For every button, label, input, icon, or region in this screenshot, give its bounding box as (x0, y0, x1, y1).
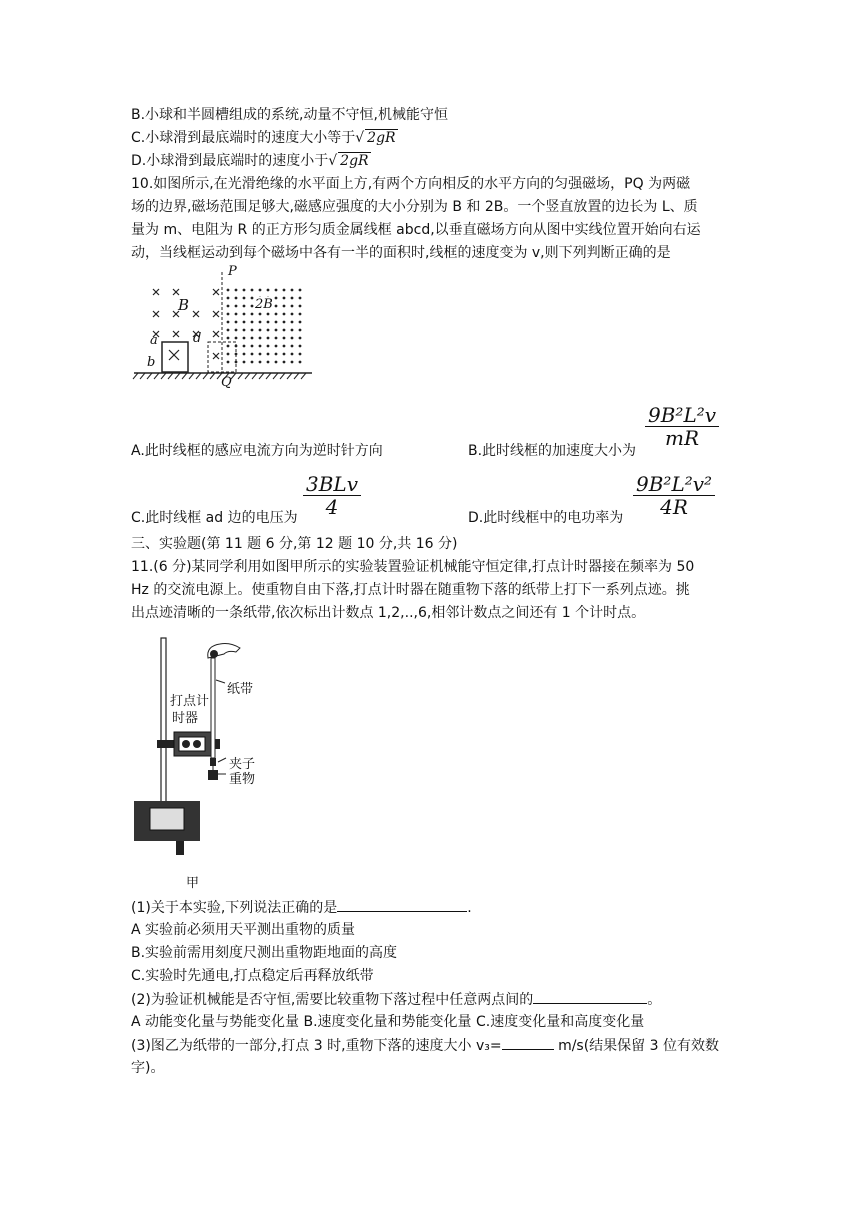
q10-option-d-fraction (633, 473, 715, 518)
q10-option-b-numerator: 9B²L²v (645, 404, 719, 427)
field-dot-mark (227, 353, 230, 356)
field-dot-mark (259, 337, 262, 340)
ground-hatch-mark (294, 373, 299, 379)
q10-option-d: D.此时线框中的电功率为 (468, 510, 624, 526)
field-dot-mark (259, 345, 262, 348)
q9-option-d: D.小球滑到最底端时的速度小于√ 2gR (131, 153, 369, 169)
field-dot-mark (243, 353, 246, 356)
field-dot-mark (251, 289, 254, 292)
q10-option-c-numerator: 3BLv (303, 473, 361, 496)
ground-hatch-mark (259, 373, 264, 379)
q11-part1-text: (1)关于本实验,下列说法正确的是 (131, 900, 338, 916)
field-dot-mark (251, 305, 254, 308)
q11-figure-caption: 甲 (186, 876, 200, 891)
ground-hatch-mark (189, 373, 194, 379)
q10-stem-line2: 场的边界,磁场范围足够大,磁感应强度的大小分别为 B 和 2B。一个竖直放置的边长为 L、质 (131, 199, 698, 215)
field-dot-mark (299, 305, 302, 308)
q11-part2-end: 。 (647, 992, 662, 1008)
field-dot-mark (243, 313, 246, 316)
field-dot-mark (267, 321, 270, 324)
field-dot-mark (275, 305, 278, 308)
field-dot-mark (227, 361, 230, 364)
field-dot-mark (283, 345, 286, 348)
q10-label-b: B (178, 296, 190, 314)
field-dot-mark (227, 337, 230, 340)
q11-part3 (131, 1035, 719, 1057)
field-dot-mark (291, 345, 294, 348)
field-dot-mark (251, 321, 254, 324)
field-dot-mark (267, 313, 270, 316)
field-dot-mark (243, 361, 246, 364)
field-dot-mark (299, 329, 302, 332)
field-dot-mark (283, 313, 286, 316)
q11-label-clip: 夹子 (229, 757, 256, 772)
ground-hatch-mark (287, 373, 292, 379)
ground-hatch-mark (182, 373, 187, 379)
ground-hatch-mark (273, 373, 278, 379)
field-dot-mark (275, 353, 278, 356)
field-dot-mark (235, 337, 238, 340)
q11-part3-continued: 字)。 (131, 1060, 165, 1076)
q9-option-b: B.小球和半圆槽组成的系统,动量不守恒,机械能守恒 (131, 107, 448, 123)
q10-label-d: d (193, 331, 202, 346)
ground-hatch-mark (175, 373, 180, 379)
field-dot-mark (299, 289, 302, 292)
q9-option-c-radicand: 2gR (367, 130, 396, 146)
field-dot-mark (227, 313, 230, 316)
field-dot-mark (283, 305, 286, 308)
q11-part3-text: (3)图乙为纸带的一部分,打点 3 时,重物下落的速度大小 v₃= (131, 1038, 502, 1054)
field-dot-mark (291, 353, 294, 356)
field-dot-mark (299, 313, 302, 316)
ground-hatch-mark (245, 373, 250, 379)
field-dot-mark (235, 329, 238, 332)
field-dot-mark (267, 289, 270, 292)
q10-option-c-fraction (303, 473, 361, 518)
ground-hatch-mark (301, 373, 306, 379)
ground-hatch-mark (161, 373, 166, 379)
q11-part2-blank (533, 989, 647, 1004)
ground-hatch-mark (266, 373, 271, 379)
q11-label-tape: 纸带 (227, 682, 254, 697)
q10-option-d-denominator: 4R (660, 495, 688, 519)
q10-label-q: Q (221, 375, 232, 390)
field-dot-mark (227, 329, 230, 332)
ground-hatch-mark (210, 373, 215, 379)
field-dot-mark (283, 297, 286, 300)
field-dot-mark (267, 329, 270, 332)
ground-hatch-mark (140, 373, 145, 379)
q11-part1-option-c: C.实验时先通电,打点稳定后再释放纸带 (131, 968, 374, 984)
q10-option-b: B.此时线框的加速度大小为 (468, 443, 637, 459)
field-dot-mark (299, 297, 302, 300)
field-dot-mark (275, 313, 278, 316)
field-dot-mark (299, 337, 302, 340)
field-dot-mark (243, 337, 246, 340)
field-dot-mark (275, 337, 278, 340)
ground-hatch-mark (252, 373, 257, 379)
ground-hatch-mark (154, 373, 159, 379)
field-dot-mark (299, 353, 302, 356)
q10-option-a: A.此时线框的感应电流方向为逆时针方向 (131, 443, 383, 459)
q11-part3-text-end: m/s(结果保留 3 位有效数 (553, 1038, 719, 1054)
field-dot-mark (259, 321, 262, 324)
field-dot-mark (275, 345, 278, 348)
field-dot-mark (291, 313, 294, 316)
field-dot-mark (267, 345, 270, 348)
section-3-title: 三、实验题(第 11 题 6 分,第 12 题 10 分,共 16 分) (131, 536, 458, 552)
field-dot-mark (235, 297, 238, 300)
field-dot-mark (283, 361, 286, 364)
field-dot-mark (243, 345, 246, 348)
field-dot-mark (227, 321, 230, 324)
field-dot-mark (243, 329, 246, 332)
field-dot-mark (283, 329, 286, 332)
field-dot-mark (251, 297, 254, 300)
q11-stem-line1: 11.(6 分)某同学利用如图甲所示的实验装置验证机械能守恒定律,打点计时器接在频率为 50 (131, 559, 695, 575)
field-dot-mark (251, 345, 254, 348)
q10-option-d-numerator: 9B²L²v² (633, 473, 715, 496)
field-dot-mark (291, 289, 294, 292)
field-dot-mark (267, 353, 270, 356)
q11-label-timer-line2: 时器 (172, 711, 199, 726)
q11-apparatus-figure (130, 636, 260, 861)
q10-option-b-fraction (645, 404, 719, 449)
field-dot-mark (251, 361, 254, 364)
field-dot-mark (299, 345, 302, 348)
field-dot-mark (235, 289, 238, 292)
field-dot-mark (235, 313, 238, 316)
ground-hatch-mark (133, 373, 138, 379)
q11-label-weight: 重物 (229, 772, 256, 787)
q10-stem-line3: 量为 m、电阻为 R 的正方形匀质金属线框 abcd,以垂直磁场方向从图中实线位置开始向右运 (131, 222, 701, 238)
field-dot-mark (251, 353, 254, 356)
q10-option-c: C.此时线框 ad 边的电压为 (131, 510, 298, 526)
q11-part1-end: . (467, 900, 472, 916)
field-dot-mark (283, 321, 286, 324)
field-dot-mark (227, 289, 230, 292)
field-dot-mark (291, 361, 294, 364)
q10-stem-line4: 动，当线框运动到每个磁场中各有一半的面积时,线框的速度变为 v,则下列判断正确的是 (131, 245, 671, 261)
q9-option-c-text: C.小球滑到最底端时的速度大小等于 (131, 130, 356, 146)
field-dot-mark (227, 345, 230, 348)
ground-hatch-mark (203, 373, 208, 379)
ground-hatch-mark (168, 373, 173, 379)
field-dot-mark (251, 313, 254, 316)
field-dot-mark (275, 289, 278, 292)
field-dot-mark (291, 305, 294, 308)
field-dot-mark (291, 337, 294, 340)
q11-part1-option-b: B.实验前需用刻度尺测出重物距地面的高度 (131, 945, 398, 961)
field-dot-mark (267, 361, 270, 364)
field-dot-mark (283, 289, 286, 292)
field-dot-mark (259, 361, 262, 364)
ground-hatch-mark (147, 373, 152, 379)
q11-part3-blank (502, 1035, 554, 1050)
q9-option-d-text: D.小球滑到最底端时的速度小于 (131, 153, 329, 169)
q10-option-c-denominator: 4 (325, 495, 339, 519)
field-dot-mark (243, 297, 246, 300)
q11-part2 (131, 989, 661, 1011)
q10-option-b-denominator: mR (665, 426, 700, 450)
q10-label-p: P (228, 264, 237, 279)
q11-part1 (131, 897, 472, 919)
field-dot-mark (291, 297, 294, 300)
field-dot-mark (243, 321, 246, 324)
field-dot-mark (275, 361, 278, 364)
field-dot-mark (299, 321, 302, 324)
q11-stem-line2: Hz 的交流电源上。使重物自由下落,打点计时器在随重物下落的纸带上打下一系列点迹。挑 (131, 582, 690, 598)
field-dot-mark (259, 313, 262, 316)
q11-part2-text: (2)为验证机械能是否守恒,需要比较重物下落过程中任意两点间的 (131, 992, 534, 1008)
q10-label-a: a (150, 333, 158, 348)
q11-stem-line3: 出点迹清晰的一条纸带,依次标出计数点 1,2,..,6,相邻计数点之间还有 1 个计时点。 (131, 605, 646, 621)
field-dot-mark (267, 337, 270, 340)
q10-stem-line1: 10.如图所示,在光滑绝缘的水平面上方,有两个方向相反的水平方向的匀强磁场，PQ 为两磁 (131, 176, 691, 192)
field-dot-mark (235, 305, 238, 308)
field-dot-mark (251, 329, 254, 332)
q10-label-2b: 2B (255, 297, 273, 312)
field-dot-mark (251, 337, 254, 340)
ground-hatch-mark (196, 373, 201, 379)
field-dot-mark (259, 353, 262, 356)
field-dot-mark (275, 321, 278, 324)
field-dot-mark (283, 337, 286, 340)
q11-label-timer-line1: 打点计 (170, 694, 210, 709)
q9-option-c: C.小球滑到最底端时的速度大小等于√ 2gR (131, 130, 396, 146)
q11-part1-blank (337, 897, 467, 912)
field-dot-mark (283, 353, 286, 356)
q11-part1-option-a: A 实验前必须用天平测出重物的质量 (131, 922, 356, 938)
field-dot-mark (227, 297, 230, 300)
field-dot-mark (275, 329, 278, 332)
field-dot-mark (275, 297, 278, 300)
field-dot-mark (235, 321, 238, 324)
ground-hatch-mark (280, 373, 285, 379)
field-dot-mark (299, 361, 302, 364)
field-dot-mark (243, 305, 246, 308)
field-dot-mark (291, 321, 294, 324)
field-dot-mark (227, 305, 230, 308)
field-dot-mark (259, 289, 262, 292)
q11-part2-options: A 动能变化量与势能变化量 B.速度变化量和势能变化量 C.速度变化量和高度变化量 (131, 1014, 645, 1030)
q9-option-d-radicand: 2gR (340, 153, 369, 169)
field-dot-mark (291, 329, 294, 332)
ground-hatch-mark (238, 373, 243, 379)
field-dot-mark (243, 289, 246, 292)
q10-label-b-corner: b (147, 355, 156, 370)
field-dot-mark (259, 329, 262, 332)
